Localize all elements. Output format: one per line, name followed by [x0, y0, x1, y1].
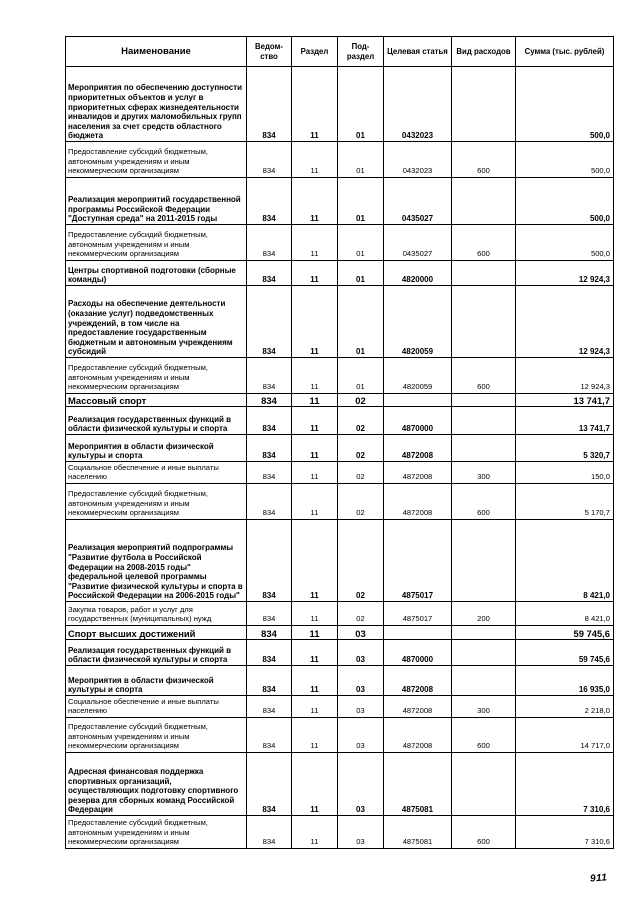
row-expense-type-cell: [452, 67, 516, 142]
row-target-cell: [384, 394, 452, 407]
table-header-row: [66, 37, 614, 67]
row-department-cell: 834: [247, 358, 292, 394]
row-target-cell: 4870000: [384, 640, 452, 666]
row-expense-type-cell: [452, 407, 516, 435]
row-target-cell: 4872008: [384, 435, 452, 462]
table-row: [66, 394, 614, 407]
row-department-cell: 834: [247, 286, 292, 358]
row-section-cell: 11: [292, 816, 338, 849]
row-sum-cell: 8 421,0: [516, 602, 614, 626]
row-name-cell: Реализация мероприятий подпрограммы "Развитие футбола в Российской Федерации на 2008-2015 годы" федеральной целевой программы "Развитие физической культуры и спорта в Российской Федерации на 2006-2015 годы": [66, 520, 247, 602]
row-expense-type-cell: 600: [452, 142, 516, 178]
row-expense-type-cell: 600: [452, 718, 516, 753]
row-target-cell: 4872008: [384, 666, 452, 696]
row-target-cell: 0432023: [384, 142, 452, 178]
row-sum-cell: 2 218,0: [516, 696, 614, 718]
row-subsection-cell: 03: [338, 626, 384, 640]
row-name-cell: Расходы на обеспечение деятельности (оказание услуг) подведомственных учреждений, в том числе на предоставление государственным бюджетным и автономным учреждениям субсидий: [66, 286, 247, 358]
row-name-cell: Массовый спорт: [66, 394, 247, 407]
row-department-cell: 834: [247, 225, 292, 261]
row-sum-cell: 5 170,7: [516, 484, 614, 520]
row-target-cell: 4820000: [384, 261, 452, 286]
table-row: [66, 626, 614, 640]
row-subsection-cell: 01: [338, 358, 384, 394]
row-section-cell: 11: [292, 640, 338, 666]
row-target-cell: 0435027: [384, 178, 452, 225]
table-row: [66, 178, 614, 225]
row-expense-type-cell: 300: [452, 696, 516, 718]
row-name-cell: Мероприятия в области физической культуры и спорта: [66, 435, 247, 462]
row-section-cell: 11: [292, 718, 338, 753]
row-department-cell: 834: [247, 435, 292, 462]
row-expense-type-cell: [452, 626, 516, 640]
row-sum-cell: 500,0: [516, 67, 614, 142]
col-header-department: Ведом-ство: [247, 37, 292, 67]
row-sum-cell: 5 320,7: [516, 435, 614, 462]
row-subsection-cell: 03: [338, 666, 384, 696]
row-subsection-cell: 01: [338, 178, 384, 225]
row-department-cell: 834: [247, 718, 292, 753]
row-sum-cell: 13 741,7: [516, 394, 614, 407]
row-department-cell: 834: [247, 602, 292, 626]
row-sum-cell: 500,0: [516, 178, 614, 225]
row-department-cell: 834: [247, 394, 292, 407]
table-row: [66, 435, 614, 462]
row-target-cell: 4872008: [384, 484, 452, 520]
page-number: 911: [589, 872, 608, 885]
row-target-cell: 4872008: [384, 696, 452, 718]
table-row: [66, 666, 614, 696]
row-target-cell: 4872008: [384, 462, 452, 484]
row-section-cell: 11: [292, 626, 338, 640]
row-sum-cell: 7 310,6: [516, 816, 614, 849]
row-subsection-cell: 01: [338, 225, 384, 261]
row-name-cell: Центры спортивной подготовки (сборные команды): [66, 261, 247, 286]
row-name-cell: Закупка товаров, работ и услуг для государственных (муниципальных) нужд: [66, 602, 247, 626]
row-department-cell: 834: [247, 178, 292, 225]
row-target-cell: [384, 626, 452, 640]
row-name-cell: Предоставление субсидий бюджетным, автономным учреждениям и иным некоммерческим организациям: [66, 484, 247, 520]
row-department-cell: 834: [247, 261, 292, 286]
table-row: [66, 753, 614, 816]
row-target-cell: 4875017: [384, 520, 452, 602]
row-expense-type-cell: [452, 666, 516, 696]
row-subsection-cell: 02: [338, 484, 384, 520]
row-name-cell: Предоставление субсидий бюджетным, автономным учреждениям и иным некоммерческим организациям: [66, 225, 247, 261]
row-target-cell: 0432023: [384, 67, 452, 142]
row-expense-type-cell: [452, 286, 516, 358]
row-name-cell: Реализация мероприятий государственной программы Российской Федерации "Доступная среда" на 2011-2015 годы: [66, 178, 247, 225]
col-header-subsection: Под-раздел: [338, 37, 384, 67]
row-section-cell: 11: [292, 225, 338, 261]
row-expense-type-cell: 600: [452, 816, 516, 849]
row-sum-cell: 59 745,6: [516, 640, 614, 666]
row-sum-cell: 12 924,3: [516, 286, 614, 358]
row-expense-type-cell: [452, 520, 516, 602]
row-subsection-cell: 03: [338, 640, 384, 666]
row-name-cell: Предоставление субсидий бюджетным, автономным учреждениям и иным некоммерческим организациям: [66, 142, 247, 178]
table-row: [66, 407, 614, 435]
table-row: [66, 484, 614, 520]
row-sum-cell: 12 924,3: [516, 261, 614, 286]
row-expense-type-cell: 600: [452, 225, 516, 261]
row-section-cell: 11: [292, 407, 338, 435]
row-department-cell: 834: [247, 67, 292, 142]
row-section-cell: 11: [292, 67, 338, 142]
row-expense-type-cell: 200: [452, 602, 516, 626]
row-sum-cell: 13 741,7: [516, 407, 614, 435]
col-header-name: Наименование: [66, 37, 247, 67]
row-section-cell: 11: [292, 286, 338, 358]
row-target-cell: 4875017: [384, 602, 452, 626]
row-department-cell: 834: [247, 753, 292, 816]
row-subsection-cell: 03: [338, 696, 384, 718]
row-department-cell: 834: [247, 520, 292, 602]
row-department-cell: 834: [247, 696, 292, 718]
table-row: [66, 67, 614, 142]
row-name-cell: Реализация государственных функций в области физической культуры и спорта: [66, 407, 247, 435]
row-department-cell: 834: [247, 626, 292, 640]
row-section-cell: 11: [292, 462, 338, 484]
budget-table-sheet: [65, 36, 613, 849]
row-name-cell: Социальное обеспечение и иные выплаты населению: [66, 696, 247, 718]
table-row: [66, 816, 614, 849]
row-subsection-cell: 01: [338, 286, 384, 358]
row-expense-type-cell: 600: [452, 484, 516, 520]
row-subsection-cell: 03: [338, 718, 384, 753]
row-sum-cell: 8 421,0: [516, 520, 614, 602]
table-row: [66, 462, 614, 484]
row-section-cell: 11: [292, 484, 338, 520]
table-row: [66, 142, 614, 178]
table-row: [66, 696, 614, 718]
row-name-cell: Мероприятия в области физической культуры и спорта: [66, 666, 247, 696]
row-department-cell: 834: [247, 666, 292, 696]
row-department-cell: 834: [247, 142, 292, 178]
row-sum-cell: 16 935,0: [516, 666, 614, 696]
row-section-cell: 11: [292, 261, 338, 286]
row-subsection-cell: 03: [338, 753, 384, 816]
row-target-cell: 4870000: [384, 407, 452, 435]
row-name-cell: Предоставление субсидий бюджетным, автономным учреждениям и иным некоммерческим организациям: [66, 358, 247, 394]
row-section-cell: 11: [292, 520, 338, 602]
row-department-cell: 834: [247, 640, 292, 666]
row-target-cell: 4820059: [384, 358, 452, 394]
row-section-cell: 11: [292, 358, 338, 394]
row-expense-type-cell: [452, 753, 516, 816]
budget-table: [65, 36, 614, 849]
row-section-cell: 11: [292, 696, 338, 718]
col-header-sum: Сумма (тыс. рублей): [516, 37, 614, 67]
row-sum-cell: 59 745,6: [516, 626, 614, 640]
col-header-section: Раздел: [292, 37, 338, 67]
row-name-cell: Реализация государственных функций в области физической культуры и спорта: [66, 640, 247, 666]
row-section-cell: 11: [292, 435, 338, 462]
row-name-cell: Мероприятия по обеспечению доступности приоритетных объектов и услуг в приоритетных сферах жизнедеятельности инвалидов и других маломобильных групп населения за счет средств областного бюджета: [66, 67, 247, 142]
row-subsection-cell: 02: [338, 462, 384, 484]
row-subsection-cell: 01: [338, 67, 384, 142]
col-header-expense-type: Вид расходов: [452, 37, 516, 67]
table-row: [66, 718, 614, 753]
table-row: [66, 640, 614, 666]
row-sum-cell: 14 717,0: [516, 718, 614, 753]
row-subsection-cell: 02: [338, 602, 384, 626]
row-section-cell: 11: [292, 602, 338, 626]
row-name-cell: Адресная финансовая поддержка спортивных организаций, осуществляющих подготовку спортивного резерва для сборных команд Российской Федерации: [66, 753, 247, 816]
row-sum-cell: 7 310,6: [516, 753, 614, 816]
row-department-cell: 834: [247, 407, 292, 435]
row-sum-cell: 500,0: [516, 225, 614, 261]
row-department-cell: 834: [247, 816, 292, 849]
row-section-cell: 11: [292, 394, 338, 407]
table-row: [66, 520, 614, 602]
row-department-cell: 834: [247, 484, 292, 520]
table-row: [66, 602, 614, 626]
row-sum-cell: 150,0: [516, 462, 614, 484]
row-subsection-cell: 03: [338, 816, 384, 849]
row-subsection-cell: 02: [338, 407, 384, 435]
row-name-cell: Социальное обеспечение и иные выплаты населению: [66, 462, 247, 484]
row-section-cell: 11: [292, 666, 338, 696]
row-sum-cell: 500,0: [516, 142, 614, 178]
table-row: [66, 261, 614, 286]
row-expense-type-cell: [452, 261, 516, 286]
row-subsection-cell: 02: [338, 394, 384, 407]
row-section-cell: 11: [292, 178, 338, 225]
row-expense-type-cell: [452, 435, 516, 462]
row-expense-type-cell: 300: [452, 462, 516, 484]
row-target-cell: 0435027: [384, 225, 452, 261]
row-subsection-cell: 01: [338, 261, 384, 286]
table-row: [66, 286, 614, 358]
row-target-cell: 4820059: [384, 286, 452, 358]
table-row: [66, 358, 614, 394]
row-name-cell: Предоставление субсидий бюджетным, автономным учреждениям и иным некоммерческим организациям: [66, 816, 247, 849]
row-expense-type-cell: [452, 178, 516, 225]
row-subsection-cell: 02: [338, 520, 384, 602]
row-department-cell: 834: [247, 462, 292, 484]
row-section-cell: 11: [292, 753, 338, 816]
row-target-cell: 4872008: [384, 718, 452, 753]
row-subsection-cell: 02: [338, 435, 384, 462]
row-target-cell: 4875081: [384, 753, 452, 816]
row-section-cell: 11: [292, 142, 338, 178]
row-expense-type-cell: [452, 640, 516, 666]
row-subsection-cell: 01: [338, 142, 384, 178]
col-header-target: Целевая статья: [384, 37, 452, 67]
table-row: [66, 225, 614, 261]
row-name-cell: Спорт высших достижений: [66, 626, 247, 640]
row-expense-type-cell: [452, 394, 516, 407]
row-sum-cell: 12 924,3: [516, 358, 614, 394]
row-name-cell: Предоставление субсидий бюджетным, автономным учреждениям и иным некоммерческим организациям: [66, 718, 247, 753]
row-expense-type-cell: 600: [452, 358, 516, 394]
row-target-cell: 4875081: [384, 816, 452, 849]
